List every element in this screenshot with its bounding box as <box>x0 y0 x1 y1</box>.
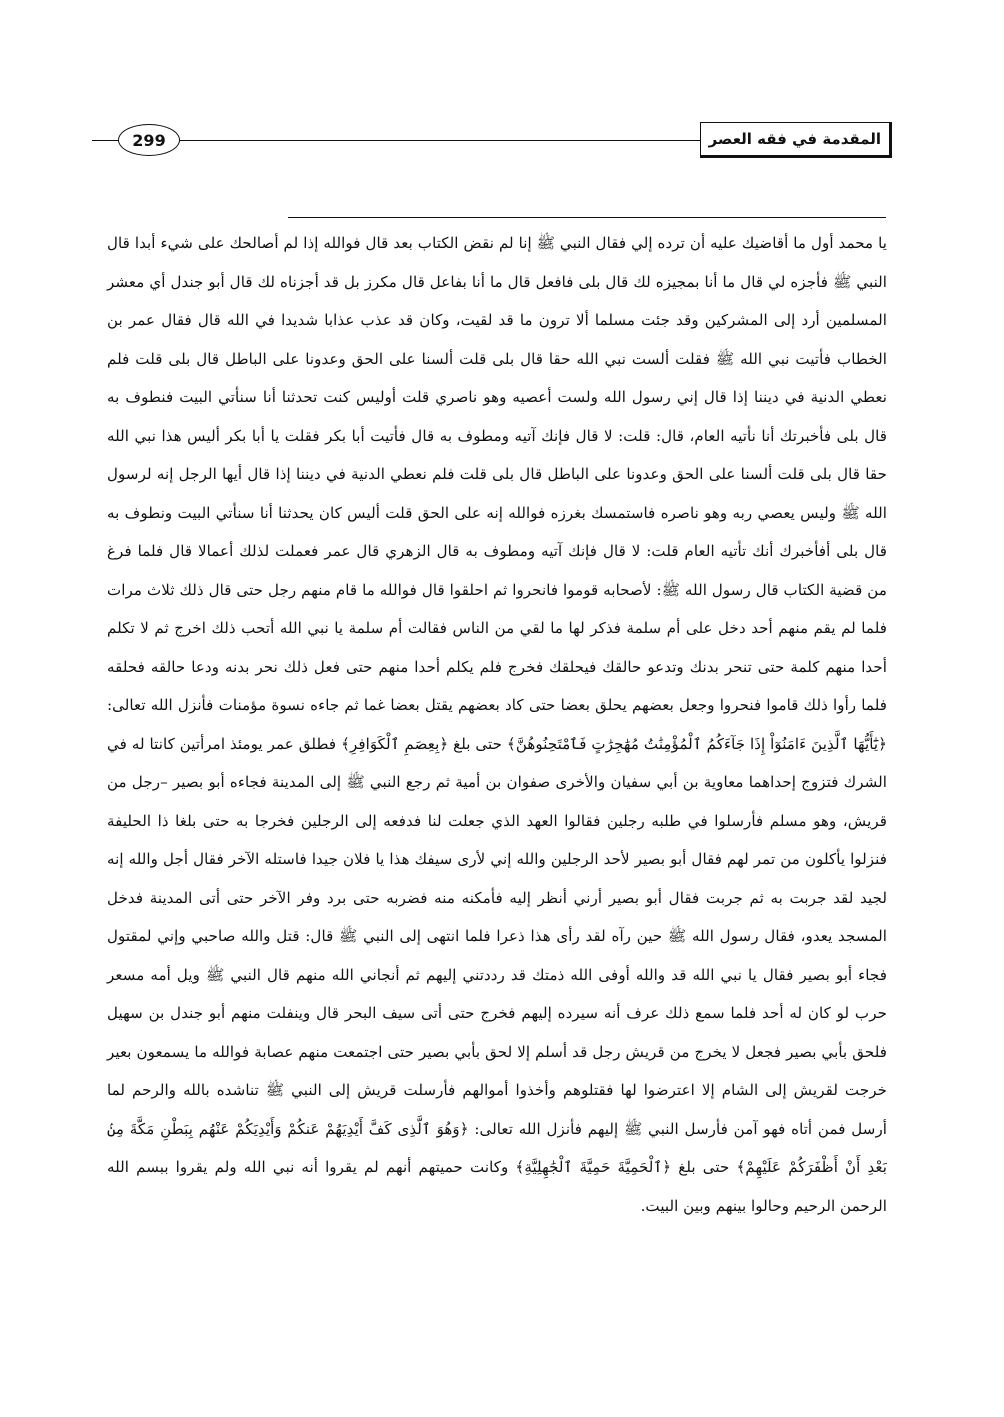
page-header <box>92 118 892 162</box>
footnote-separator <box>288 217 886 218</box>
book-title: المقدمة في فقه العصر <box>700 122 892 158</box>
page-number: 299 <box>118 124 180 156</box>
footnote-text: يا محمد أول ما أقاضيك عليه أن ترده إلي فقال النبي ﷺ إنا لم نقض الكتاب بعد قال فوالله إذا لم أصالحك على شيء أبدا قال النبي ﷺ فأجزه لي قال ما أنا بمجيزه لك قال بلى فافعل قال ما أنا بفاعل قال مكرز بل قد أجزناه لك قال أبو جندل أي معشر المسلمين أرد إلى المشركين وقد جئت مسلما ألا ترون ما قد لقيت، وكان قد عذب عذابا شديدا في الله قال فقال عمر بن الخطاب فأتيت نبي الله ﷺ فقلت ألست نبي الله حقا قال بلى قلت ألسنا على الحق وعدونا على الباطل قال بلى قلت فلم نعطي الدنية في ديننا إذا قال إني رسول الله ولست أعصيه وهو ناصري قلت أوليس كنت تحدثنا أنا سنأتي البيت فنطوف به قال بلى فأخبرتك أنا نأتيه العام، قال: قلت: لا قال فإنك آتيه ومطوف به قال فأتيت أبا بكر فقلت يا أبا بكر أليس هذا نبي الله حقا قال بلى قلت ألسنا على الحق وعدونا على الباطل قال بلى قلت فلم نعطي الدنية في ديننا إذا قال أيها الرجل إنه لرسول الله ﷺ وليس يعصي ربه وهو ناصره فاستمسك بغرزه فوالله إنه على الحق قلت أليس كان يحدثنا أنا سنأتي البيت ونطوف به قال بلى أفأخبرك أنك تأتيه العام قلت: لا قال فإنك آتيه ومطوف به قال الزهري قال عمر فعملت لذلك أعمالا قال فلما فرغ من قضية الكتاب قال رسول الله ﷺ: لأصحابه قوموا فانحروا ثم احلقوا قال فوالله ما قام منهم رجل حتى قال ذلك ثلاث مرات فلما لم يقم منهم أحد دخل على أم سلمة فذكر لها ما لقي من الناس فقالت أم سلمة يا نبي الله أتحب ذلك اخرج ثم لا تكلم أحدا منهم كلمة حتى تنحر بدنك وتدعو حالقك فيحلقك فخرج فلم يكلم أحدا منهم حتى فعل ذلك نحر بدنه ودعا حالقه فحلقه فلما رأوا ذلك قاموا فنحروا وجعل بعضهم يحلق بعضا حتى كاد بعضهم يقتل بعضا غما ثم جاءه نسوة مؤمنات فأنزل الله تعالى: ﴿يَٰٓأَيُّهَا ٱلَّذِينَ ءَامَنُوٓاْ إِذَا جَآءَكُمُ ٱلْمُؤْمِنَٰتُ مُهَٰجِرَٰتٍ فَٱمْتَحِنُوهُنَّ﴾ حتى بلغ ﴿بِعِصَمِ ٱلْكَوَافِرِ﴾ فطلق عمر يومئذ امرأتين كانتا له في الشرك فتزوج إحداهما معاوية بن أبي سفيان والأخرى صفوان بن أمية ثم رجع النبي ﷺ إلى المدينة فجاءه أبو بصير –رجل من قريش، وهو مسلم فأرسلوا في طلبه رجلين فقالوا العهد الذي جعلت لنا فدفعه إلى الرجلين فخرجا به حتى بلغا ذا الحليفة فنزلوا يأكلون من تمر لهم فقال أبو بصير لأحد الرجلين والله إني لأرى سيفك هذا يا فلان جيدا فاستله الآخر فقال أجل والله إنه لجيد لقد جربت به ثم جربت فقال أبو بصير أرني أنظر إليه فأمكنه منه فضربه حتى برد وفر الآخر حتى أتى المدينة فدخل المسجد يعدو، فقال رسول الله ﷺ حين رآه لقد رأى هذا ذعرا فلما انتهى إلى النبي ﷺ قال: قتل والله صاحبي وإني لمقتول فجاء أبو بصير فقال يا نبي الله قد والله أوفى الله ذمتك قد رددتني إليهم ثم أنجاني الله منهم قال النبي ﷺ ويل أمه مسعر حرب لو كان له أحد فلما سمع ذلك عرف أنه سيرده إليهم فخرج حتى أتى سيف البحر قال وينفلت منهم أبو جندل بن سهيل فلحق بأبي بصير فجعل لا يخرج من قريش رجل قد أسلم إلا لحق بأبي بصير حتى اجتمعت منهم عصابة فوالله ما يسمعون بعير خرجت لقريش إلى الشام إلا اعترضوا لها فقتلوهم وأخذوا أموالهم فأرسلت قريش إلى النبي ﷺ تناشده بالله والرحم لما أرسل فمن أتاه فهو آمن فأرسل النبي ﷺ إليهم فأنزل الله تعالى: ﴿وَهُوَ ٱلَّذِى كَفَّ أَيْدِيَهُمْ عَنكُمْ وَأَيْدِيَكُمْ عَنْهُم بِبَطْنِ مَكَّةَ مِنۢ بَعْدِ أَنْ أَظْفَرَكُمْ عَلَيْهِمْ﴾ حتى بلغ ﴿ٱلْحَمِيَّةَ حَمِيَّةَ ٱلْجَٰهِلِيَّةِ﴾ وكانت حميتهم أنهم لم يقروا أنه نبي الله ولم يقروا ببسم الله الرحمن الرحيم وحالوا بينهم وبين البيت. <box>107 234 887 1215</box>
